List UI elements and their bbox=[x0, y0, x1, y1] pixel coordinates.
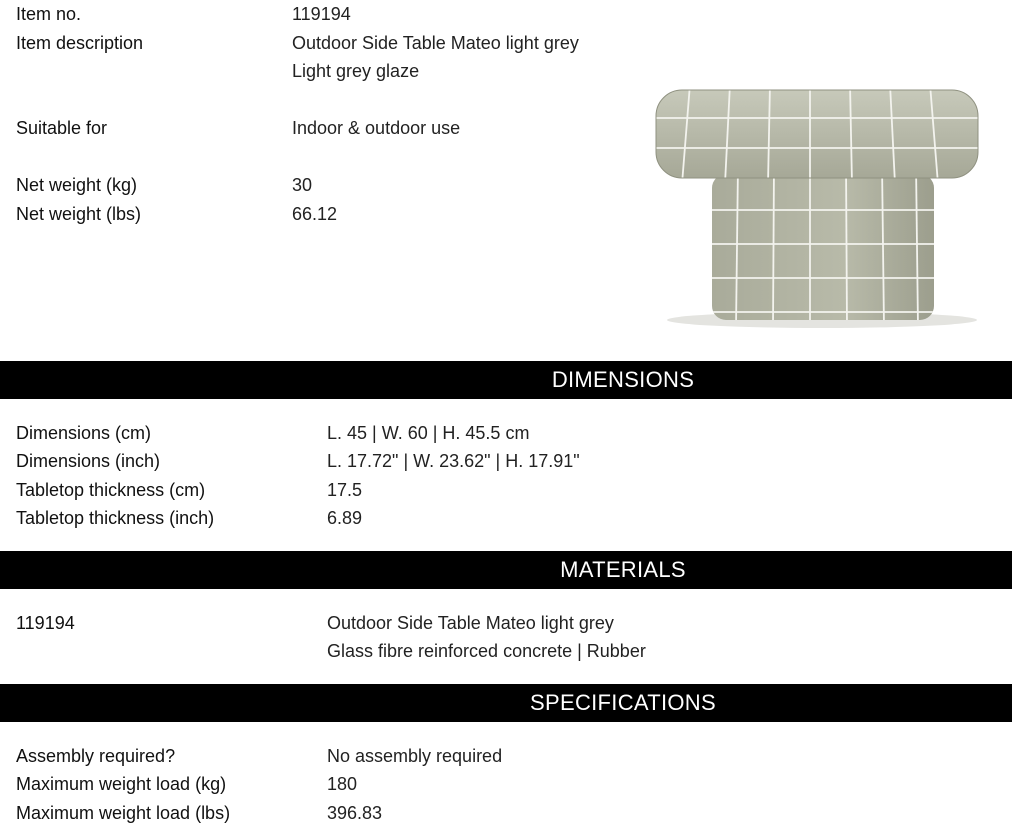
net-weight-kg-label: Net weight (kg) bbox=[16, 175, 138, 195]
tabletop-thickness-cm-label: Tabletop thickness (cm) bbox=[16, 480, 206, 500]
table-base bbox=[650, 164, 984, 328]
max-weight-load-lbs-value: 396.83 bbox=[327, 803, 383, 823]
dimensions-cm-value: L. 45 | W. 60 | H. 45.5 cm bbox=[327, 423, 530, 443]
materials-heading: MATERIALS bbox=[560, 557, 686, 582]
dimensions-inch-label: Dimensions (inch) bbox=[16, 451, 161, 471]
assembly-required-label: Assembly required? bbox=[16, 746, 176, 766]
dimensions-inch-value: L. 17.72" | W. 23.62" | H. 17.91" bbox=[327, 451, 580, 471]
net-weight-lbs-value: 66.12 bbox=[292, 204, 338, 224]
dimensions-header bbox=[0, 361, 1012, 399]
dimensions-heading: DIMENSIONS bbox=[551, 367, 695, 392]
tabletop-thickness-inch-value: 6.89 bbox=[327, 508, 363, 528]
materials-header bbox=[0, 551, 1012, 589]
item-description-value: Outdoor Side Table Mateo light grey bbox=[292, 33, 579, 53]
specifications-heading: SPECIFICATIONS bbox=[530, 690, 716, 715]
net-weight-lbs-label: Net weight (lbs) bbox=[16, 204, 142, 224]
tabletop-thickness-cm-value: 17.5 bbox=[327, 480, 363, 500]
item-no-label: Item no. bbox=[16, 4, 82, 24]
max-weight-load-kg-label: Maximum weight load (kg) bbox=[16, 774, 227, 794]
materials-composition: Glass fibre reinforced concrete | Rubber bbox=[327, 641, 646, 661]
item-description-label: Item description bbox=[16, 33, 144, 53]
suitable-for-label: Suitable for bbox=[16, 118, 108, 138]
max-weight-load-lbs-label: Maximum weight load (lbs) bbox=[16, 803, 231, 823]
materials-product-name: Outdoor Side Table Mateo light grey bbox=[327, 613, 614, 633]
net-weight-kg-value: 30 bbox=[292, 175, 313, 195]
specifications-header bbox=[0, 684, 1012, 722]
tiled-side-table-image bbox=[650, 84, 984, 328]
suitable-for-value: Indoor & outdoor use bbox=[292, 118, 461, 138]
item-description-value-2: Light grey glaze bbox=[292, 61, 420, 81]
tabletop-thickness-inch-label: Tabletop thickness (inch) bbox=[16, 508, 215, 528]
item-no-value: 119194 bbox=[292, 4, 351, 24]
dimensions-cm-label: Dimensions (cm) bbox=[16, 423, 152, 443]
materials-item-no: 119194 bbox=[16, 613, 75, 633]
assembly-required-value: No assembly required bbox=[327, 746, 503, 766]
table-top bbox=[650, 84, 984, 184]
max-weight-load-kg-value: 180 bbox=[327, 774, 358, 794]
